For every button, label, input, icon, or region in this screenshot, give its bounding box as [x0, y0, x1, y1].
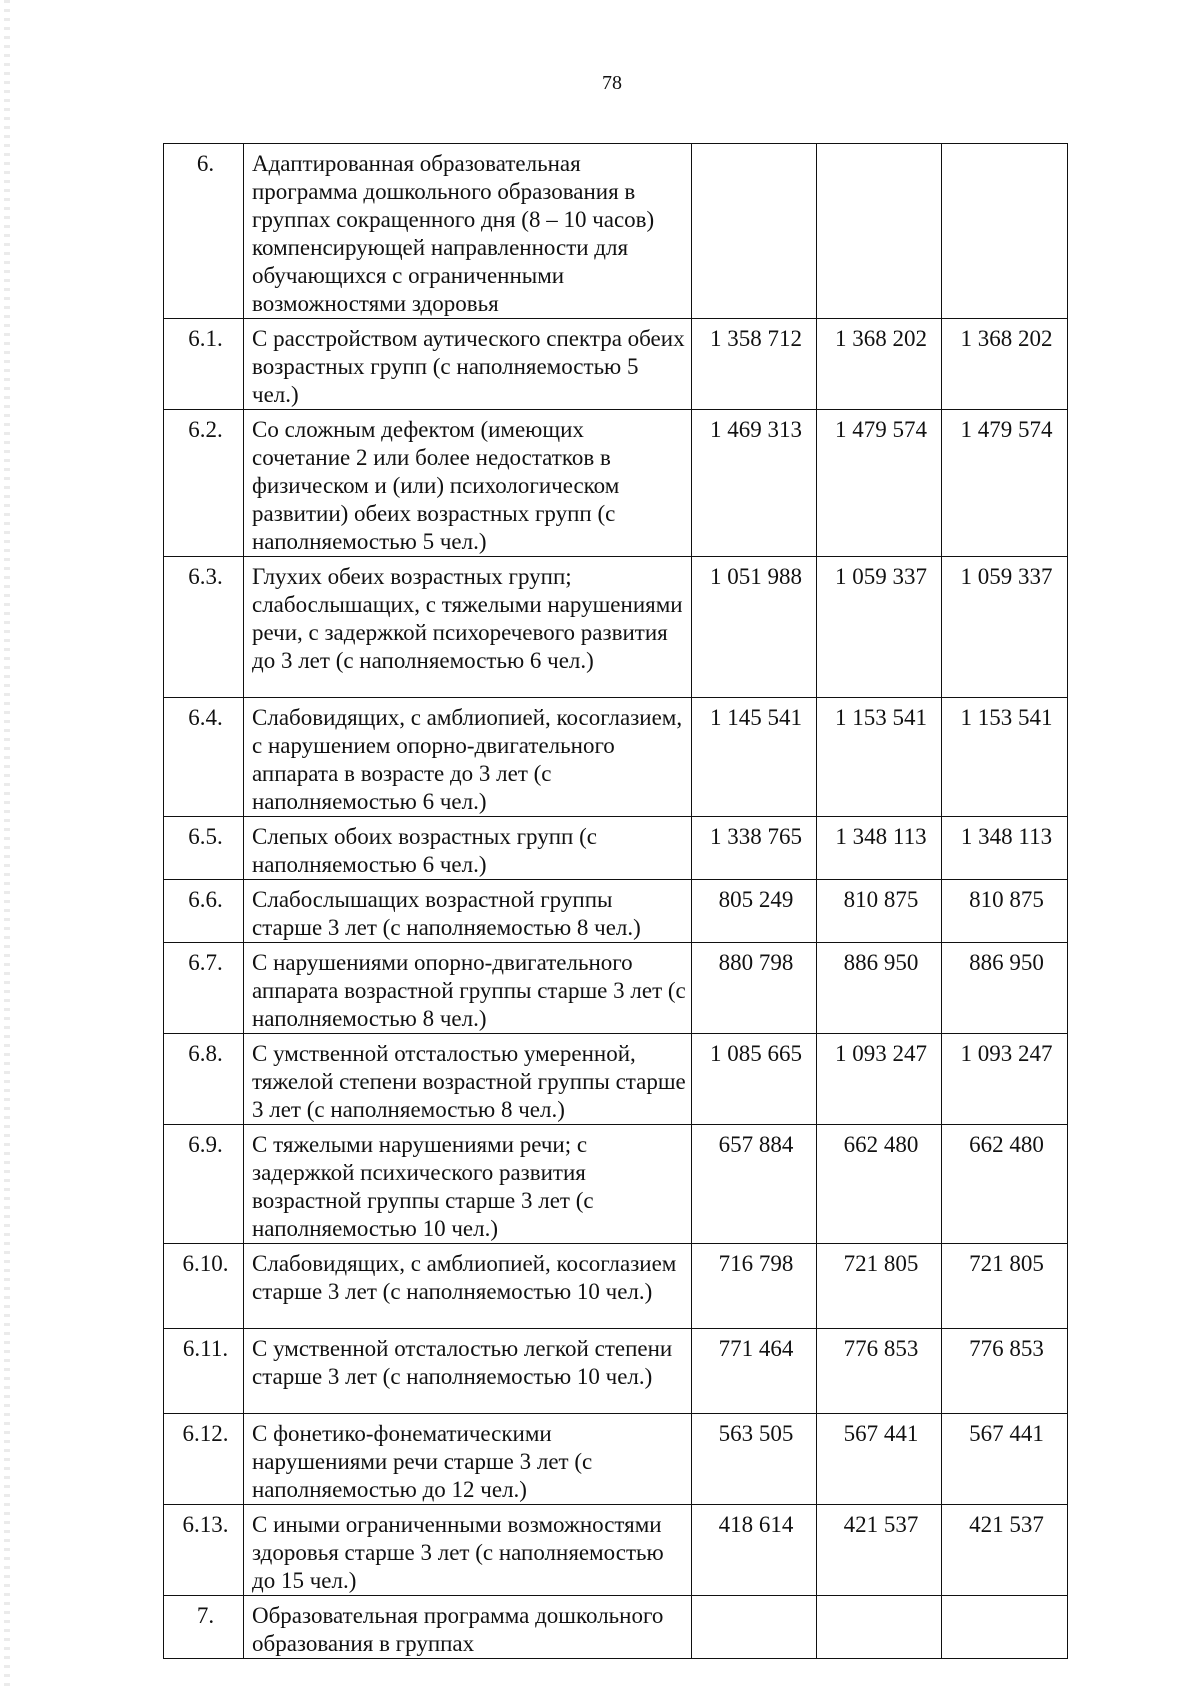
- row-value-2: 1 059 337: [817, 557, 942, 698]
- row-value-3: 721 805: [942, 1244, 1068, 1329]
- row-value-2: 421 537: [817, 1505, 942, 1596]
- row-value-1: 1 358 712: [692, 319, 817, 410]
- row-number: 6.8.: [164, 1034, 244, 1125]
- row-number: 6.5.: [164, 817, 244, 880]
- table-row: [164, 557, 1068, 698]
- row-value-3: [942, 144, 1068, 319]
- row-value-2: [817, 144, 942, 319]
- row-number: 6.3.: [164, 557, 244, 698]
- row-value-3: 776 853: [942, 1329, 1068, 1414]
- row-description: Слабослышащих возрастной группы старше 3 лет (с наполняемостью 8 чел.): [244, 880, 692, 943]
- row-value-2: 1 153 541: [817, 698, 942, 817]
- cost-table-body: [164, 144, 1068, 1659]
- row-description: Со сложным дефектом (имеющих сочетание 2 или более недостатков в физическом и (или) психологическом развитии) обеих возрастных групп (с наполняемостью 5 чел.): [244, 410, 692, 557]
- row-description: Слабовидящих, с амблиопией, косоглазием, с нарушением опорно-двигательного аппарата в возрасте до 3 лет (с наполняемостью 6 чел.): [244, 698, 692, 817]
- row-value-1: [692, 1596, 817, 1659]
- row-description: Образовательная программа дошкольного образования в группах: [244, 1596, 692, 1659]
- row-value-2: 1 368 202: [817, 319, 942, 410]
- row-value-1: 563 505: [692, 1414, 817, 1505]
- row-number: 6.13.: [164, 1505, 244, 1596]
- table-row: [164, 1244, 1068, 1329]
- row-value-1: 880 798: [692, 943, 817, 1034]
- row-value-2: 810 875: [817, 880, 942, 943]
- row-number: 6.6.: [164, 880, 244, 943]
- row-value-1: 418 614: [692, 1505, 817, 1596]
- row-number: 6.11.: [164, 1329, 244, 1414]
- row-value-1: 1 338 765: [692, 817, 817, 880]
- row-value-3: 662 480: [942, 1125, 1068, 1244]
- row-value-1: 716 798: [692, 1244, 817, 1329]
- row-value-3: 1 479 574: [942, 410, 1068, 557]
- row-value-2: [817, 1596, 942, 1659]
- row-number: 6.12.: [164, 1414, 244, 1505]
- row-description: Слепых обоих возрастных групп (с наполняемостью 6 чел.): [244, 817, 692, 880]
- row-value-1: 1 469 313: [692, 410, 817, 557]
- row-value-2: 1 348 113: [817, 817, 942, 880]
- row-description: С тяжелыми нарушениями речи; с задержкой психического развития возрастной группы старше 3 лет (с наполняемостью 10 чел.): [244, 1125, 692, 1244]
- row-value-3: 1 368 202: [942, 319, 1068, 410]
- row-value-2: 886 950: [817, 943, 942, 1034]
- row-description: С нарушениями опорно-двигательного аппарата возрастной группы старше 3 лет (с наполняемостью 8 чел.): [244, 943, 692, 1034]
- row-description: С иными ограниченными возможностями здоровья старше 3 лет (с наполняемостью до 15 чел.): [244, 1505, 692, 1596]
- row-number: 6.9.: [164, 1125, 244, 1244]
- table-row: [164, 1125, 1068, 1244]
- row-description: С фонетико-фонематическими нарушениями речи старше 3 лет (с наполняемостью до 12 чел.): [244, 1414, 692, 1505]
- row-value-2: 567 441: [817, 1414, 942, 1505]
- row-value-3: 1 348 113: [942, 817, 1068, 880]
- row-value-3: 1 059 337: [942, 557, 1068, 698]
- row-description: Глухих обеих возрастных групп; слабослышащих, с тяжелыми нарушениями речи, с задержкой психоречевого развития до 3 лет (с наполняемостью 6 чел.): [244, 557, 692, 698]
- row-value-1: 805 249: [692, 880, 817, 943]
- row-value-3: [942, 1596, 1068, 1659]
- table-row: [164, 144, 1068, 319]
- row-value-3: 421 537: [942, 1505, 1068, 1596]
- row-value-2: 662 480: [817, 1125, 942, 1244]
- scan-edge-artifact: [4, 0, 10, 1686]
- row-number: 6.1.: [164, 319, 244, 410]
- row-description: Слабовидящих, с амблиопией, косоглазием старше 3 лет (с наполняемостью 10 чел.): [244, 1244, 692, 1329]
- row-value-1: 657 884: [692, 1125, 817, 1244]
- row-value-1: 1 145 541: [692, 698, 817, 817]
- page-number: 78: [602, 72, 622, 94]
- row-value-1: 1 085 665: [692, 1034, 817, 1125]
- row-value-3: 567 441: [942, 1414, 1068, 1505]
- row-number: 7.: [164, 1596, 244, 1659]
- table-row: [164, 319, 1068, 410]
- table-row: [164, 817, 1068, 880]
- table-row: [164, 1596, 1068, 1659]
- row-value-3: 886 950: [942, 943, 1068, 1034]
- table-row: [164, 1505, 1068, 1596]
- row-value-2: 721 805: [817, 1244, 942, 1329]
- table-row: [164, 1329, 1068, 1414]
- row-value-1: [692, 144, 817, 319]
- row-number: 6.2.: [164, 410, 244, 557]
- row-value-2: 1 479 574: [817, 410, 942, 557]
- table-row: [164, 880, 1068, 943]
- row-description: С умственной отсталостью умеренной, тяжелой степени возрастной группы старше 3 лет (с наполняемостью 8 чел.): [244, 1034, 692, 1125]
- row-number: 6.: [164, 144, 244, 319]
- table-row: [164, 1034, 1068, 1125]
- row-value-3: 810 875: [942, 880, 1068, 943]
- cost-table: [163, 143, 1068, 1659]
- table-row: [164, 410, 1068, 557]
- table-row: [164, 1414, 1068, 1505]
- row-description: С умственной отсталостью легкой степени старше 3 лет (с наполняемостью 10 чел.): [244, 1329, 692, 1414]
- row-description: С расстройством аутического спектра обеих возрастных групп (с наполняемостью 5 чел.): [244, 319, 692, 410]
- row-value-1: 771 464: [692, 1329, 817, 1414]
- row-value-1: 1 051 988: [692, 557, 817, 698]
- row-value-3: 1 093 247: [942, 1034, 1068, 1125]
- row-value-3: 1 153 541: [942, 698, 1068, 817]
- row-number: 6.10.: [164, 1244, 244, 1329]
- row-number: 6.7.: [164, 943, 244, 1034]
- row-value-2: 776 853: [817, 1329, 942, 1414]
- row-description: Адаптированная образовательная программа дошкольного образования в группах сокращенного дня (8 – 10 часов) компенсирующей направленности для обучающихся с ограниченными возможностями здоровья: [244, 144, 692, 319]
- row-number: 6.4.: [164, 698, 244, 817]
- table-row: [164, 698, 1068, 817]
- row-value-2: 1 093 247: [817, 1034, 942, 1125]
- table-row: [164, 943, 1068, 1034]
